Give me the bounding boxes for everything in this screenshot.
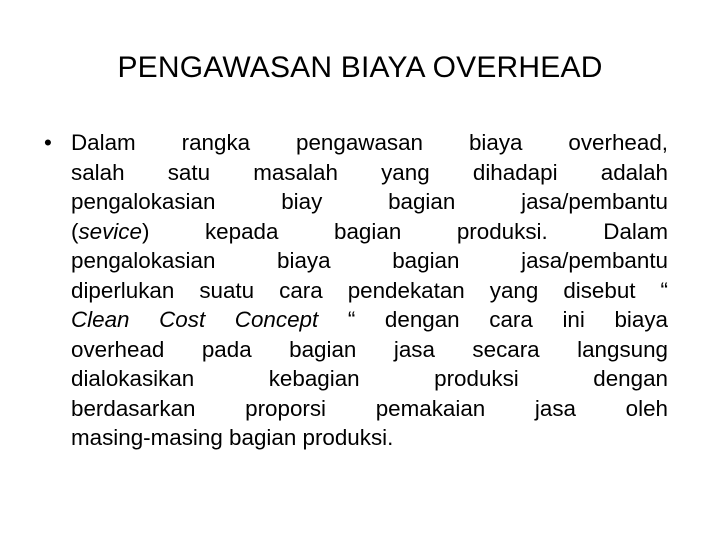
paragraph-line-6: diperlukan suatu cara pendekatan yang disebut “ [71,277,668,303]
paragraph-line-4-rest: ) kepada bagian produksi. Dalam [141,218,668,244]
bullet-marker: • [44,130,52,155]
paragraph-line-3: pengalokasian biay bagian jasa/pembantu [71,189,668,214]
paragraph-line-4-open: ( [71,218,79,244]
paragraph-line-5: pengalokasian biaya bagian jasa/pembantu [71,248,668,273]
bullet-list [44,128,668,453]
paragraph-line-7-italic: Clean Cost Concept [71,307,319,332]
bullet-item [44,128,668,453]
paragraph-line-8: overhead pada bagian jasa secara langsung [71,336,668,362]
paragraph-line-10: berdasarkan proporsi pemakaian jasa oleh [71,395,668,421]
paragraph-line-4-italic: sevice [78,218,142,244]
slide-title: PENGAWASAN BIAYA OVERHEAD [117,51,603,84]
paragraph-line-7-rest: “ dengan cara ini biaya [318,307,668,332]
paragraph-line-1: Dalam rangka pengawasan biaya overhead, [71,130,668,155]
paragraph-line-11: masing-masing bagian produksi. [71,425,394,450]
paragraph-line-4 [71,217,668,247]
paragraph-line-2: salah satu masalah yang dihadapi adalah [71,159,668,185]
paragraph-line-9: dialokasikan kebagian produksi dengan [71,366,668,391]
paragraph-line-7 [71,305,668,335]
